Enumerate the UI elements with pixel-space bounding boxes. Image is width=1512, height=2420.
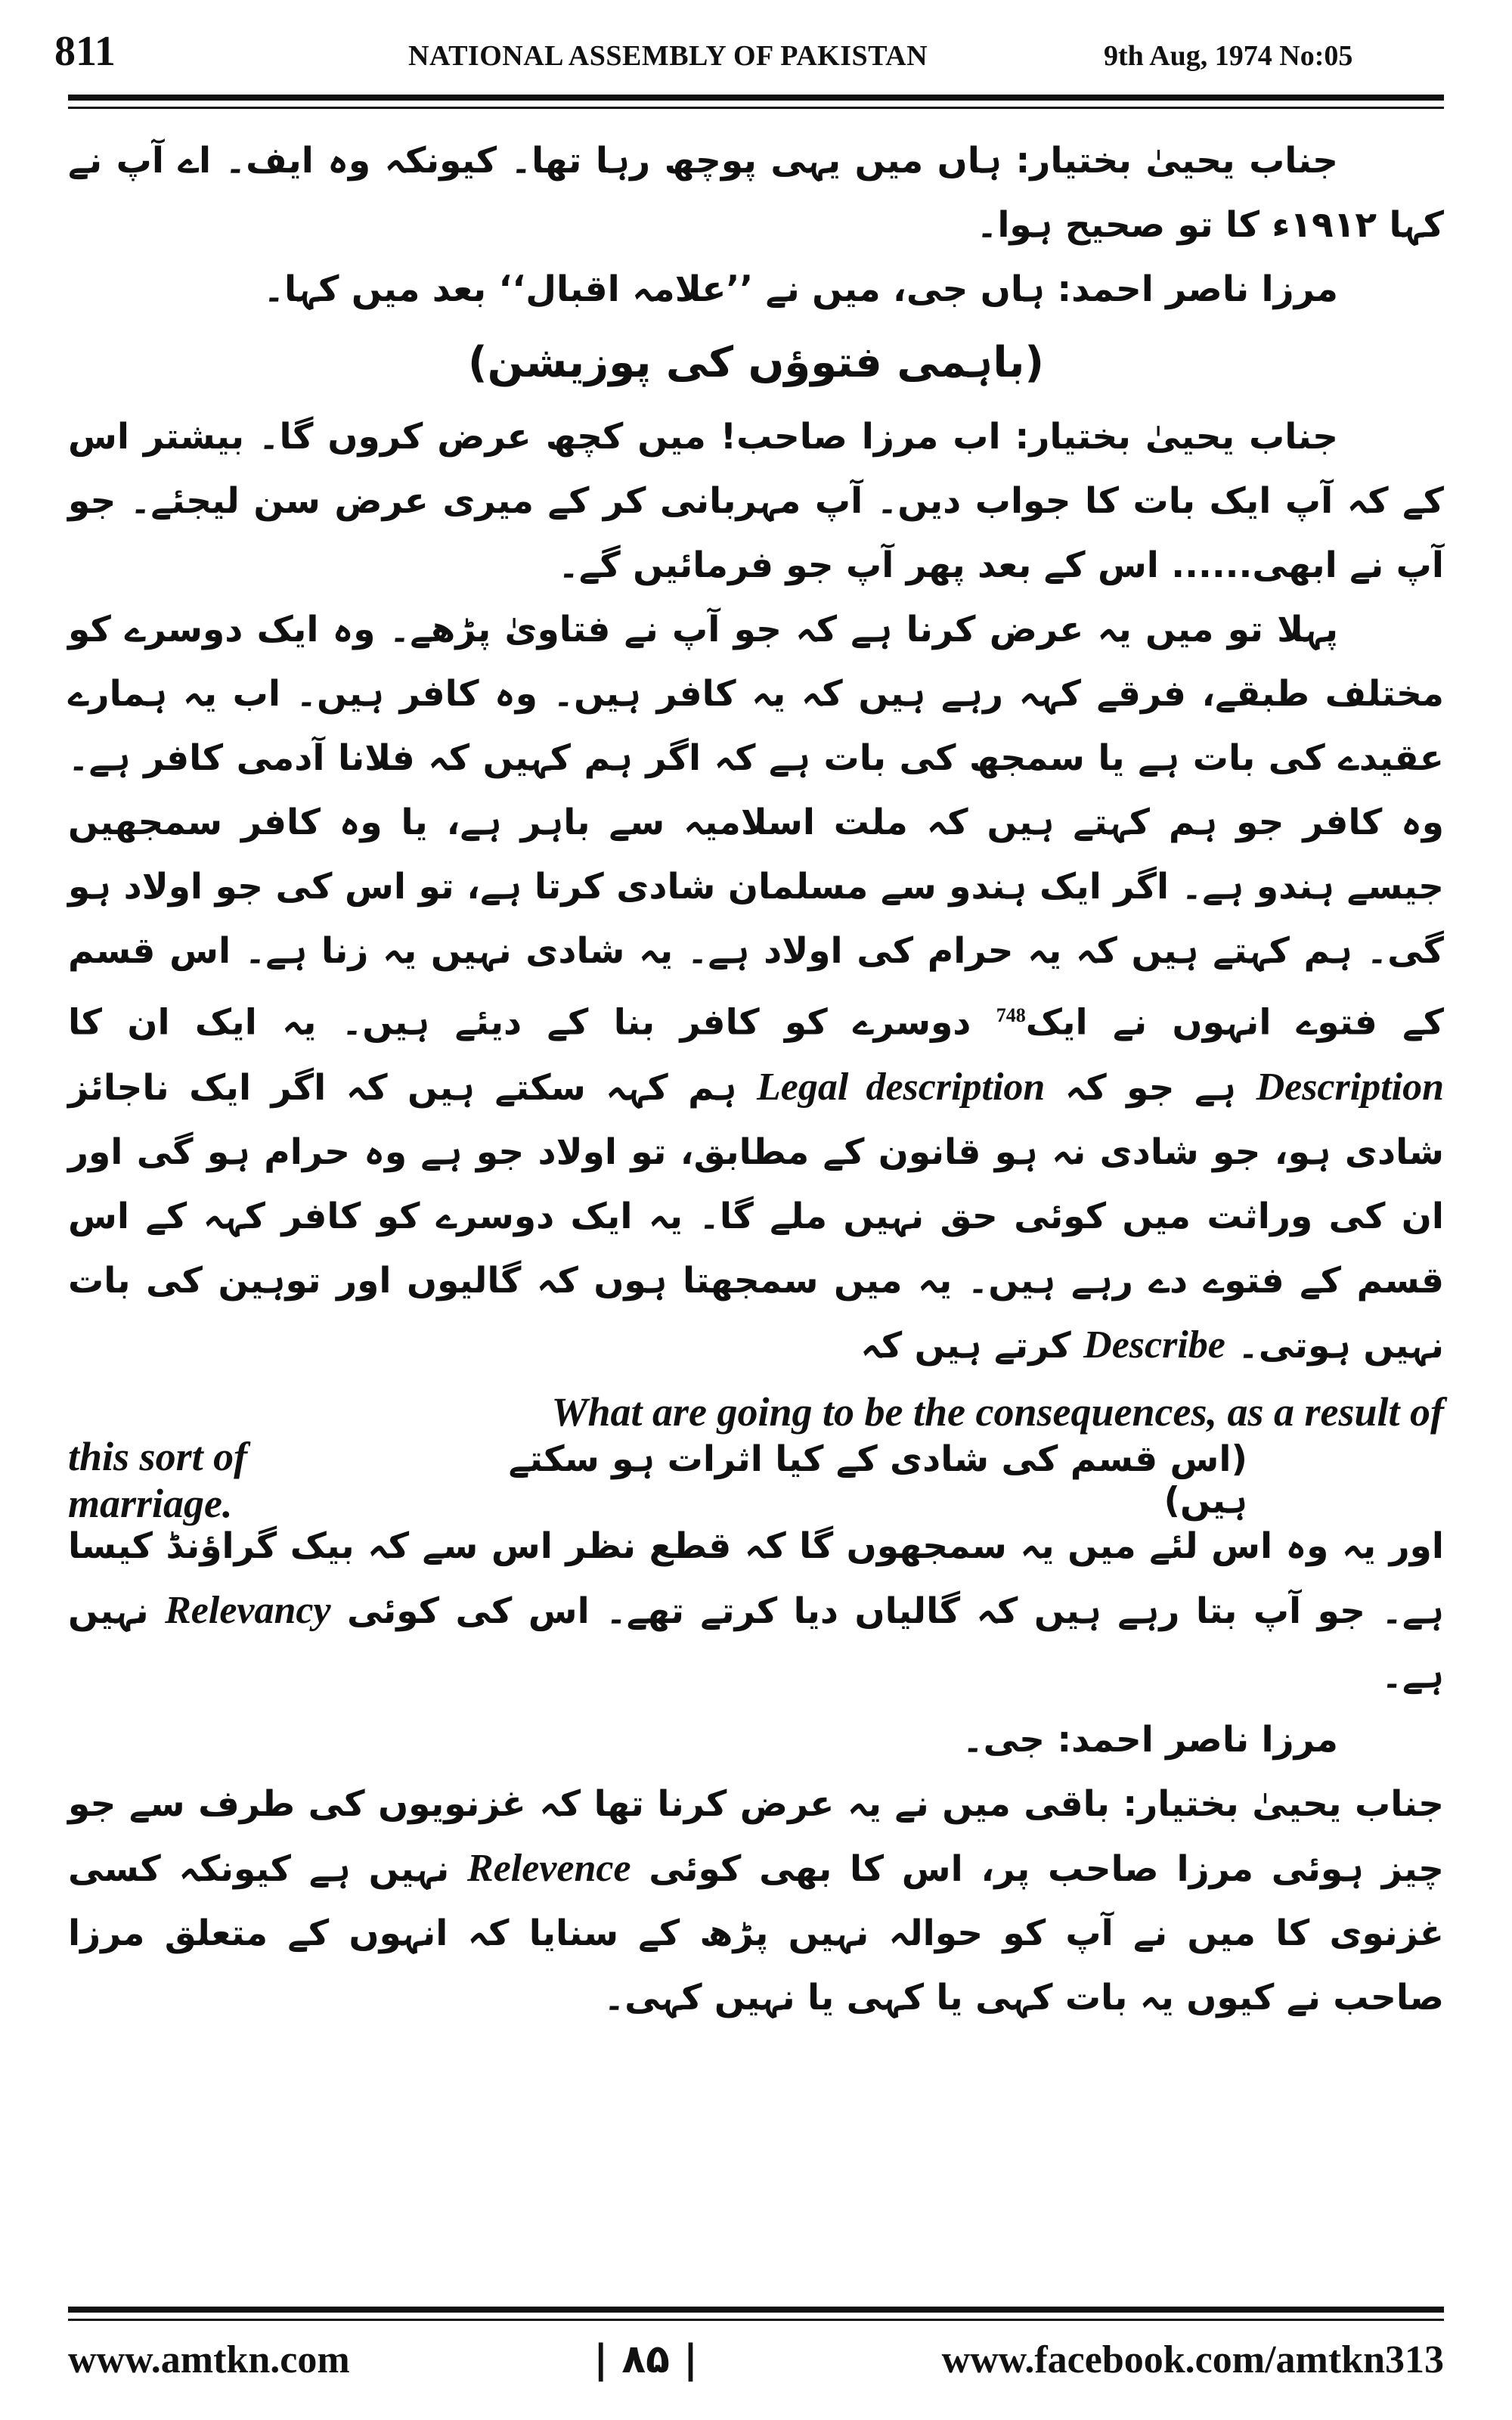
english-term: Legal description: [757, 1065, 1046, 1109]
paragraph-text: جی۔: [962, 1718, 1058, 1761]
speaker-name: مرزا ناصر احمد:: [1057, 1718, 1338, 1761]
paragraph-text: دوسرے کو کافر بنا کے دیئے ہیں۔ یہ ایک ان کا: [68, 1001, 996, 1044]
paragraph-text: ہم کہہ سکتے ہیں کہ اگر ایک ناجائز شادی ہو، جو شادی نہ ہو قانون کے مطابق، تو اولاد جو ہے وہ حرام ہو گی اور ان کی وراثت میں کوئی حق نہیں ملے گا۔ یہ ایک دوسرے کو کافر کہہ کے اس قسم کے فتوے دے رہے ہیں۔ یہ میں سمجھتا ہوں کہ گالیوں اور توہین کی بات نہیں ہوتی۔: [68, 1066, 1444, 1367]
english-quote-line-1: What are going to be the consequences, as a result of: [551, 1388, 1444, 1435]
english-term: Describe: [1083, 1323, 1225, 1367]
header-date: 9th Aug, 1974 No:05: [1104, 40, 1353, 72]
paragraph-text: پہلا تو میں یہ عرض کرنا ہے کہ جو آپ نے فتاویٰ پڑھے۔ وہ ایک دوسرے کو مختلف طبقے، فرقے کہہ رہے ہیں کہ یہ کافر ہیں۔ وہ کافر ہیں۔ اب یہ ہمارے عقیدے کی بات ہے یا سمجھ کی بات ہے کہ اگر ہم کہیں کہ فلانا آدمی کافر ہے۔ وہ کافر جو ہم کہتے ہیں کہ ملت اسلامیہ سے باہر ہے، یا وہ کافر سمجھیں جیسے ہندو ہے۔ اگر ایک ہندو سے مسلمان شادی کرتا ہے، تو اس کی جو اولاد ہو گی۔ ہم کہتے ہیں کہ یہ حرام کی اولاد ہے۔ یہ شادی نہیں یہ زنا ہے۔ اس قسم کے فتوے انہوں نے ایک: [68, 609, 1444, 1044]
english-quote-text: this sort of marriage.: [68, 1433, 248, 1526]
paragraph-text: ہاں میں یہی پوچھ رہا تھا۔ کیونکہ وہ ایف۔ اے آپ نے کہا ۱۹۱۲ء کا تو صحیح ہوا۔: [68, 140, 1444, 246]
paragraph-text: باقی میں نے یہ عرض کرنا تھا کہ غزنویوں کی طرف سے جو چیز ہوئی مرزا صاحب پر، اس کا بھی کوئی: [68, 1782, 1444, 1890]
speaker-name: مرزا ناصر احمد:: [1057, 268, 1338, 310]
paragraph-1: [68, 129, 1444, 257]
footer: [68, 2337, 1444, 2382]
paragraph-text: اب مرزا صاحب! میں کچھ عرض کروں گا۔ بیشتر اس کے کہ آپ ایک بات کا جواب دیں۔ آپ مہربانی کر کے میری عرض سن لیجئے۔ جو آپ نے ابھی...... اس کے بعد پھر آپ جو فرمائیں گے۔: [68, 416, 1444, 586]
footnote-marker: 748: [996, 1004, 1026, 1026]
english-quote-line-2: [68, 1433, 1444, 1526]
footer-website-link[interactable]: www.amtkn.com: [68, 2338, 350, 2381]
speaker-name: جناب یحییٰ بختیار:: [1015, 416, 1338, 458]
paragraph-text: کرتے ہیں کہ: [860, 1324, 1084, 1367]
english-term: Relevancy: [165, 1588, 331, 1632]
paragraph-5: [68, 1514, 1444, 1708]
paragraph-2: [68, 257, 1444, 321]
header-rule-thin: [68, 107, 1444, 109]
header-rule-thick: [68, 95, 1444, 101]
paragraph-3: [68, 405, 1444, 597]
page-number: 811: [54, 28, 116, 75]
footer-rule-thick: [68, 2307, 1444, 2313]
footer-page-number: | ۸۵ |: [593, 2337, 698, 2382]
footer-facebook-link[interactable]: www.facebook.com/amtkn313: [941, 2338, 1444, 2381]
paragraph-text: نہیں ہے۔: [68, 1590, 1444, 1696]
english-term: Relevence: [467, 1846, 631, 1890]
paragraph-4: [68, 597, 1444, 1378]
section-heading: (باہمی فتوؤں کی پوزیشن): [468, 338, 1044, 387]
paragraph-text: نہیں ہے کیونکہ کسی غزنوی کا میں نے آپ کو حوالہ نہیں پڑھ کے سنایا کہ انہوں کے متعلق مرزا صاحب نے کیوں یہ بات کہی یا کہی یا نہیں کہی۔: [68, 1848, 1444, 2018]
paragraph-6: [68, 1708, 1444, 1772]
footer-rule-thin: [68, 2319, 1444, 2321]
paragraph-text: ہے جو کہ: [1045, 1066, 1256, 1109]
speaker-name: جناب یحییٰ بختیار:: [1015, 140, 1339, 182]
document-body: [68, 129, 1444, 2030]
urdu-translation: (اس قسم کی شادی کے کیا اثرات ہو سکتے ہیں): [508, 1438, 1247, 1522]
paragraph-text: ہاں جی، میں نے ’’علامہ اقبال‘‘ بعد میں کہا۔: [263, 268, 1058, 310]
header-title: NATIONAL ASSEMBLY OF PAKISTAN: [408, 40, 928, 72]
speaker-name: جناب یحییٰ بختیار:: [1123, 1782, 1444, 1825]
english-term: Description: [1256, 1065, 1445, 1109]
paragraph-text: اور یہ وہ اس لئے میں یہ سمجھوں گا کہ قطع نظر اس سے کہ بیک گراؤنڈ کیسا ہے۔ جو آپ بتا رہے ہیں کہ گالیاں دیا کرتے تھے۔ اس کی کوئی: [68, 1525, 1445, 1632]
paragraph-7: [68, 1772, 1444, 2030]
